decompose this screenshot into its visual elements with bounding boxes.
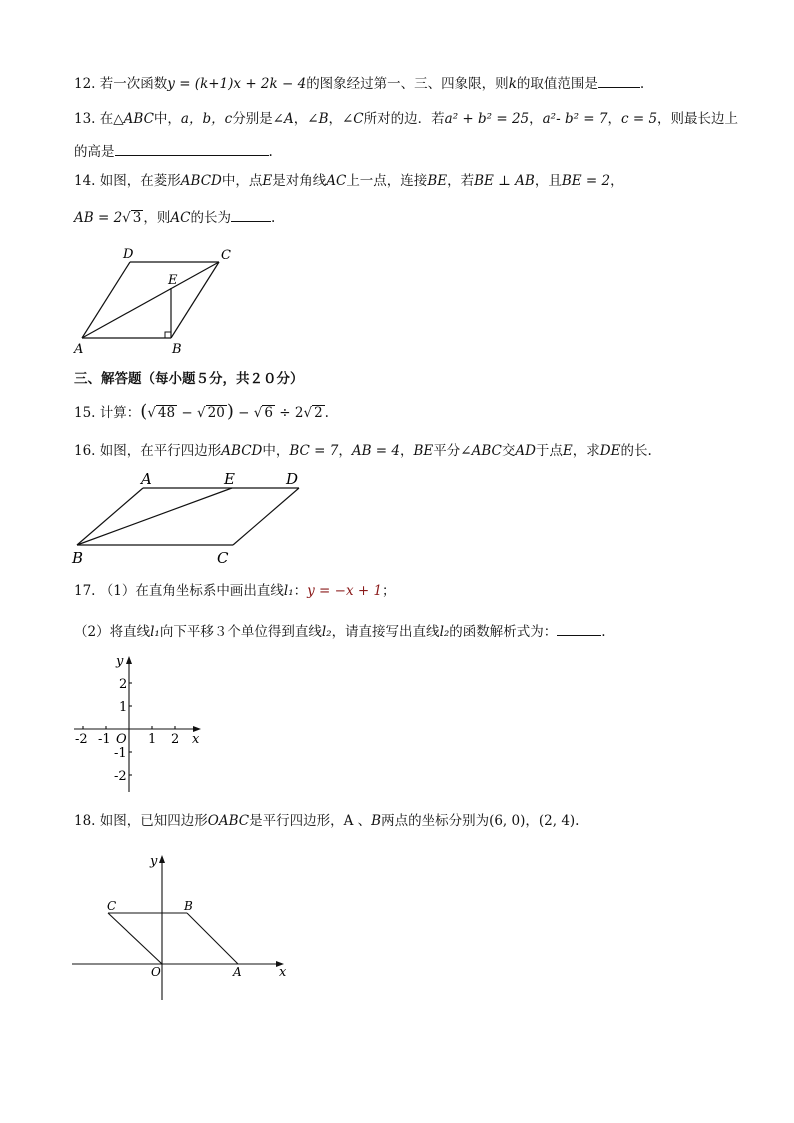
q14-ask: AC <box>170 210 191 226</box>
q18-point-b: B <box>371 813 382 829</box>
label-b: B <box>72 549 84 567</box>
q16-text-9: 的长. <box>620 443 652 459</box>
q15-text: 计算： <box>99 405 141 421</box>
label-a: A <box>233 965 242 979</box>
q17-part1-text: （1）在直角坐标系中画出直线 <box>99 583 284 599</box>
q13-text-1: 中， <box>153 111 181 127</box>
q13-text-3: 所对的边．若 <box>363 111 445 127</box>
y-tick-label-neg2: -2 <box>114 769 127 784</box>
q16-side: AD <box>515 443 536 459</box>
q16-condition-1: BC = 7 <box>289 443 339 459</box>
q14-text-2: 中，点 <box>221 173 263 189</box>
q12-text-mid: 的图象经过第一、三、四象限，则 <box>306 76 509 92</box>
q13-text-pre: 在△ <box>99 111 124 127</box>
q16-text-2: 中， <box>262 443 290 459</box>
label-a: A <box>74 342 84 357</box>
q13-text-line2: 的高是 <box>74 144 115 160</box>
x-tick-label-neg1: -1 <box>98 732 111 747</box>
q17-part2-text-pre: （2）将直线 <box>74 624 151 640</box>
q12-text-pre: 若一次函数 <box>99 76 168 92</box>
q18-shape: OABC <box>207 813 250 829</box>
y-axis-arrow <box>159 855 165 863</box>
y-tick-label-1: 1 <box>119 700 128 715</box>
q15-radicand-3: 6 <box>264 405 273 421</box>
q15-paren-close: ) <box>226 401 234 422</box>
q17-part2-text-mid: 向下平移３个单位得到直线 <box>159 624 322 640</box>
q17-equation: y = −x + 1 <box>307 583 383 599</box>
q18-end: . <box>575 813 580 829</box>
q13-equation-1: a² + b² = 25 <box>444 111 530 127</box>
x-tick-label-1: 1 <box>148 732 157 747</box>
q14-text-5: ，若 <box>447 173 475 189</box>
q15-sqrt-sign-1: √ <box>147 405 156 421</box>
q17-part2-dot: . <box>601 624 606 640</box>
q14-condition-1: BE ⊥ AB <box>474 173 535 189</box>
q13-text-2: 分别是∠ <box>232 111 284 127</box>
q17-number: 17. <box>74 583 96 599</box>
q18-sep: ， <box>525 813 539 829</box>
q14-text-4: 上一点，连接 <box>346 173 428 189</box>
x-axis-label: x <box>279 965 287 980</box>
q13-sep-2: ，∠ <box>328 111 354 127</box>
q17-line-l1: l₁ <box>283 583 294 599</box>
q14-text-9: 的长为 <box>190 210 231 226</box>
q14-text-7: ， <box>610 173 624 189</box>
q15-sqrt-sign-4: √ <box>303 405 313 421</box>
q17-part2-l2b: l₂ <box>439 624 450 640</box>
q15-sqrt-sign-2: √ <box>197 405 206 421</box>
q12-text-post: 的取值范围是 <box>516 76 598 92</box>
q16-text-6: 交 <box>501 443 516 459</box>
q13-sides: a，b，c <box>180 111 233 127</box>
q14-text-1: 如图，在菱形 <box>99 173 181 189</box>
q13-sep-3: ， <box>529 111 543 127</box>
q15-minus-2: − <box>238 405 250 421</box>
label-b: B <box>184 899 193 913</box>
q15-paren-open: ( <box>140 401 148 422</box>
q16-text-8: ，求 <box>572 443 600 459</box>
q14-text-3: 是对角线 <box>272 173 327 189</box>
q17-part2-text-end: 的函数解析式为： <box>449 624 558 640</box>
q16-text-4: ， <box>400 443 414 459</box>
q12-end: . <box>639 76 645 92</box>
q18-coord-b: (2, 4) <box>538 813 576 829</box>
q13-sep-1: ，∠ <box>293 111 319 127</box>
q17-part2-l1: l₁ <box>150 624 160 640</box>
q13-angle-b: B <box>318 111 329 127</box>
x-axis-label: x <box>192 732 200 747</box>
q13-equation-2: a²- b² = 7 <box>542 111 608 127</box>
q13-angle-a: A <box>284 111 294 127</box>
q15-end: . <box>324 405 329 421</box>
q17-part2-l2: l₂ <box>321 624 332 640</box>
q14-diagonal: AC <box>326 173 347 189</box>
q18-text-3: 两点的坐标分别为 <box>381 813 490 829</box>
origin-label: O <box>116 732 127 747</box>
q16-text-3: ， <box>338 443 352 459</box>
q14-point: E <box>262 173 273 189</box>
label-e: E <box>168 273 178 288</box>
q13-triangle: ABC <box>123 111 154 127</box>
q16-segment: BE <box>413 443 434 459</box>
side-ba <box>187 913 238 964</box>
label-o: O <box>151 965 161 979</box>
label-c: C <box>107 899 117 913</box>
q15-sqrt-sign-3: √ <box>253 405 263 421</box>
label-c: C <box>217 549 229 567</box>
q16-point: E <box>562 443 573 459</box>
q17-part1-end: ； <box>382 583 396 599</box>
label-a: A <box>141 470 152 488</box>
q18-text-2: 是平行四边形，A 、 <box>249 813 372 829</box>
q18-text-1: 如图，已知四边形 <box>99 813 208 829</box>
q15-radicand-2: 20 <box>207 405 225 421</box>
q14-end: . <box>270 210 276 226</box>
q14-radicand: 3 <box>132 210 142 226</box>
q14-sqrt-sign: √ <box>122 210 131 226</box>
x-tick-label-2: 2 <box>171 732 180 747</box>
q12-number: 12. <box>74 76 96 92</box>
q13-sep-4: ， <box>607 111 621 127</box>
label-d: D <box>286 470 299 488</box>
y-axis-label: y <box>150 854 158 869</box>
label-d: D <box>123 247 134 262</box>
q12-function: y = (k+1)x + 2k − 4 <box>167 76 307 92</box>
q14-segment: BE <box>427 173 448 189</box>
q17-part1-colon: ： <box>293 583 308 599</box>
q16-number: 16. <box>74 443 96 459</box>
y-axis-label: y <box>116 654 124 669</box>
x-tick-label-neg2: -2 <box>75 732 88 747</box>
q16-angle: ABC <box>471 443 502 459</box>
q12-variable: k <box>508 76 517 92</box>
q17-part2-text-mid2: ，请直接写出直线 <box>331 624 440 640</box>
q15-operator: ÷ 2 <box>279 405 304 421</box>
q14-text-8: ，则 <box>143 210 171 226</box>
q18-number: 18. <box>74 813 96 829</box>
q16-shape: ABCD <box>221 443 263 459</box>
label-e: E <box>224 470 235 488</box>
y-tick-label-neg1: -1 <box>114 746 127 761</box>
q16-condition-2: AB = 4 <box>351 443 400 459</box>
q14-text-6: ，且 <box>534 173 562 189</box>
q15-radicand-4: 2 <box>314 405 323 421</box>
q13-number: 13. <box>74 111 96 127</box>
section-3-heading: 三、解答题（每小题５分，共２０分） <box>74 371 304 387</box>
q13-end: . <box>268 144 273 160</box>
q14-number: 14. <box>74 173 96 189</box>
q15-minus-1: − <box>181 405 193 421</box>
q15-radicand-1: 48 <box>157 405 176 421</box>
q14-shape: ABCD <box>180 173 222 189</box>
label-b: B <box>172 342 182 357</box>
q16-text-1: 如图，在平行四边形 <box>99 443 222 459</box>
q18-coord-a: (6, 0) <box>489 813 526 829</box>
label-c: C <box>221 248 231 263</box>
q13-equation-3: c = 5 <box>620 111 658 127</box>
q16-ask: DE <box>599 443 621 459</box>
q13-angle-c: C <box>353 111 364 127</box>
q16-text-7: 于点 <box>535 443 563 459</box>
y-tick-label-2: 2 <box>119 677 128 692</box>
q14-ab-lhs: AB = 2 <box>74 210 123 226</box>
q16-text-5: 平分∠ <box>433 443 472 459</box>
side-co <box>108 913 162 964</box>
q14-condition-2: BE = 2 <box>561 173 611 189</box>
q13-text-4: ，则最长边上 <box>657 111 739 127</box>
q15-number: 15. <box>74 405 96 421</box>
